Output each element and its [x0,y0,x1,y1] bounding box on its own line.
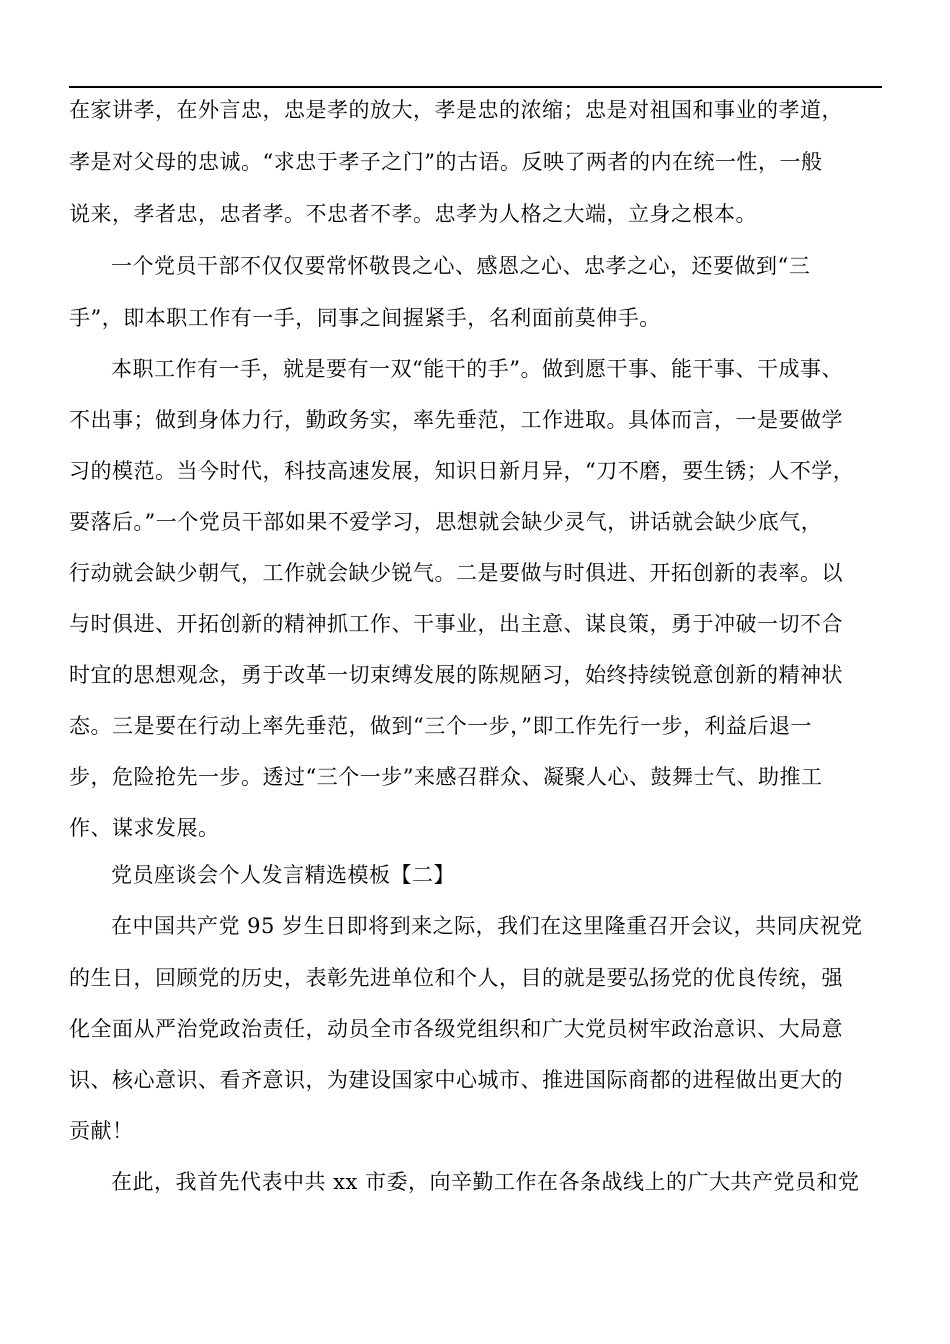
text-line: 要落后。”一个党员干部如果不爱学习，思想就会缺少灵气，讲话就会缺少底气， [69,510,823,534]
text-line: 化全面从严治党政治责任，动员全市各级党组织和广大党员树牢政治意识、大局意 [69,1017,843,1041]
text-line: 时宜的思想观念，勇于改革一切束缚发展的陈规陋习，始终持续锐意创新的精神状 [69,663,843,687]
text-line: 不出事；做到身体力行，勤政务实，率先垂范，工作进取。具体而言，一是要做学 [69,408,843,432]
text-line: 作、谋求发展。 [69,816,220,840]
text-line: 孝是对父母的忠诚。“求忠于孝子之门”的古语。反映了两者的内在统一性，一般 [69,150,823,174]
header-rule [69,86,882,88]
text-line: 说来，孝者忠，忠者孝。不忠者不孝。忠孝为人格之大端，立身之根本。 [69,202,757,226]
section-heading: 党员座谈会个人发言精选模板【二】 [111,863,455,887]
text-line: 识、核心意识、看齐意识，为建设国家中心城市、推进国际商都的进程做出更大的 [69,1068,843,1092]
text-line: 在中国共产党 95 岁生日即将到来之际，我们在这里隆重召开会议，共同庆祝党 [111,914,863,938]
text-line: 习的模范。当今时代，科技高速发展，知识日新月异，“刀不磨，要生锈；人不学， [69,459,855,483]
text-line: 的生日，回顾党的历史，表彰先进单位和个人，目的就是要弘扬党的优良传统，强 [69,966,843,990]
text-line: 一个党员干部不仅仅要常怀敬畏之心、感恩之心、忠孝之心，还要做到“三 [111,254,811,278]
text-line: 本职工作有一手，就是要有一双“能干的手”。做到愿干事、能干事、干成事、 [111,357,843,381]
text-line: 态。三是要在行动上率先垂范，做到“三个一步，”即工作先行一步，利益后退一 [69,714,812,738]
text-line: 在此，我首先代表中共 xx 市委，向辛勤工作在各条战线上的广大共产党员和党 [111,1170,860,1194]
text-line: 贡献！ [69,1119,134,1143]
text-line: 手”，即本职工作有一手，同事之间握紧手，名利面前莫伸手。 [69,306,661,330]
text-line: 与时俱进、开拓创新的精神抓工作、干事业，出主意、谋良策，勇于冲破一切不合 [69,612,843,636]
text-line: 在家讲孝，在外言忠，忠是孝的放大，孝是忠的浓缩；忠是对祖国和事业的孝道， [69,98,843,122]
text-line: 步，危险抢先一步。透过“三个一步”来感召群众、凝聚人心、鼓舞士气、助推工 [69,765,823,789]
text-line: 行动就会缺少朝气，工作就会缺少锐气。二是要做与时俱进、开拓创新的表率。以 [69,561,843,585]
